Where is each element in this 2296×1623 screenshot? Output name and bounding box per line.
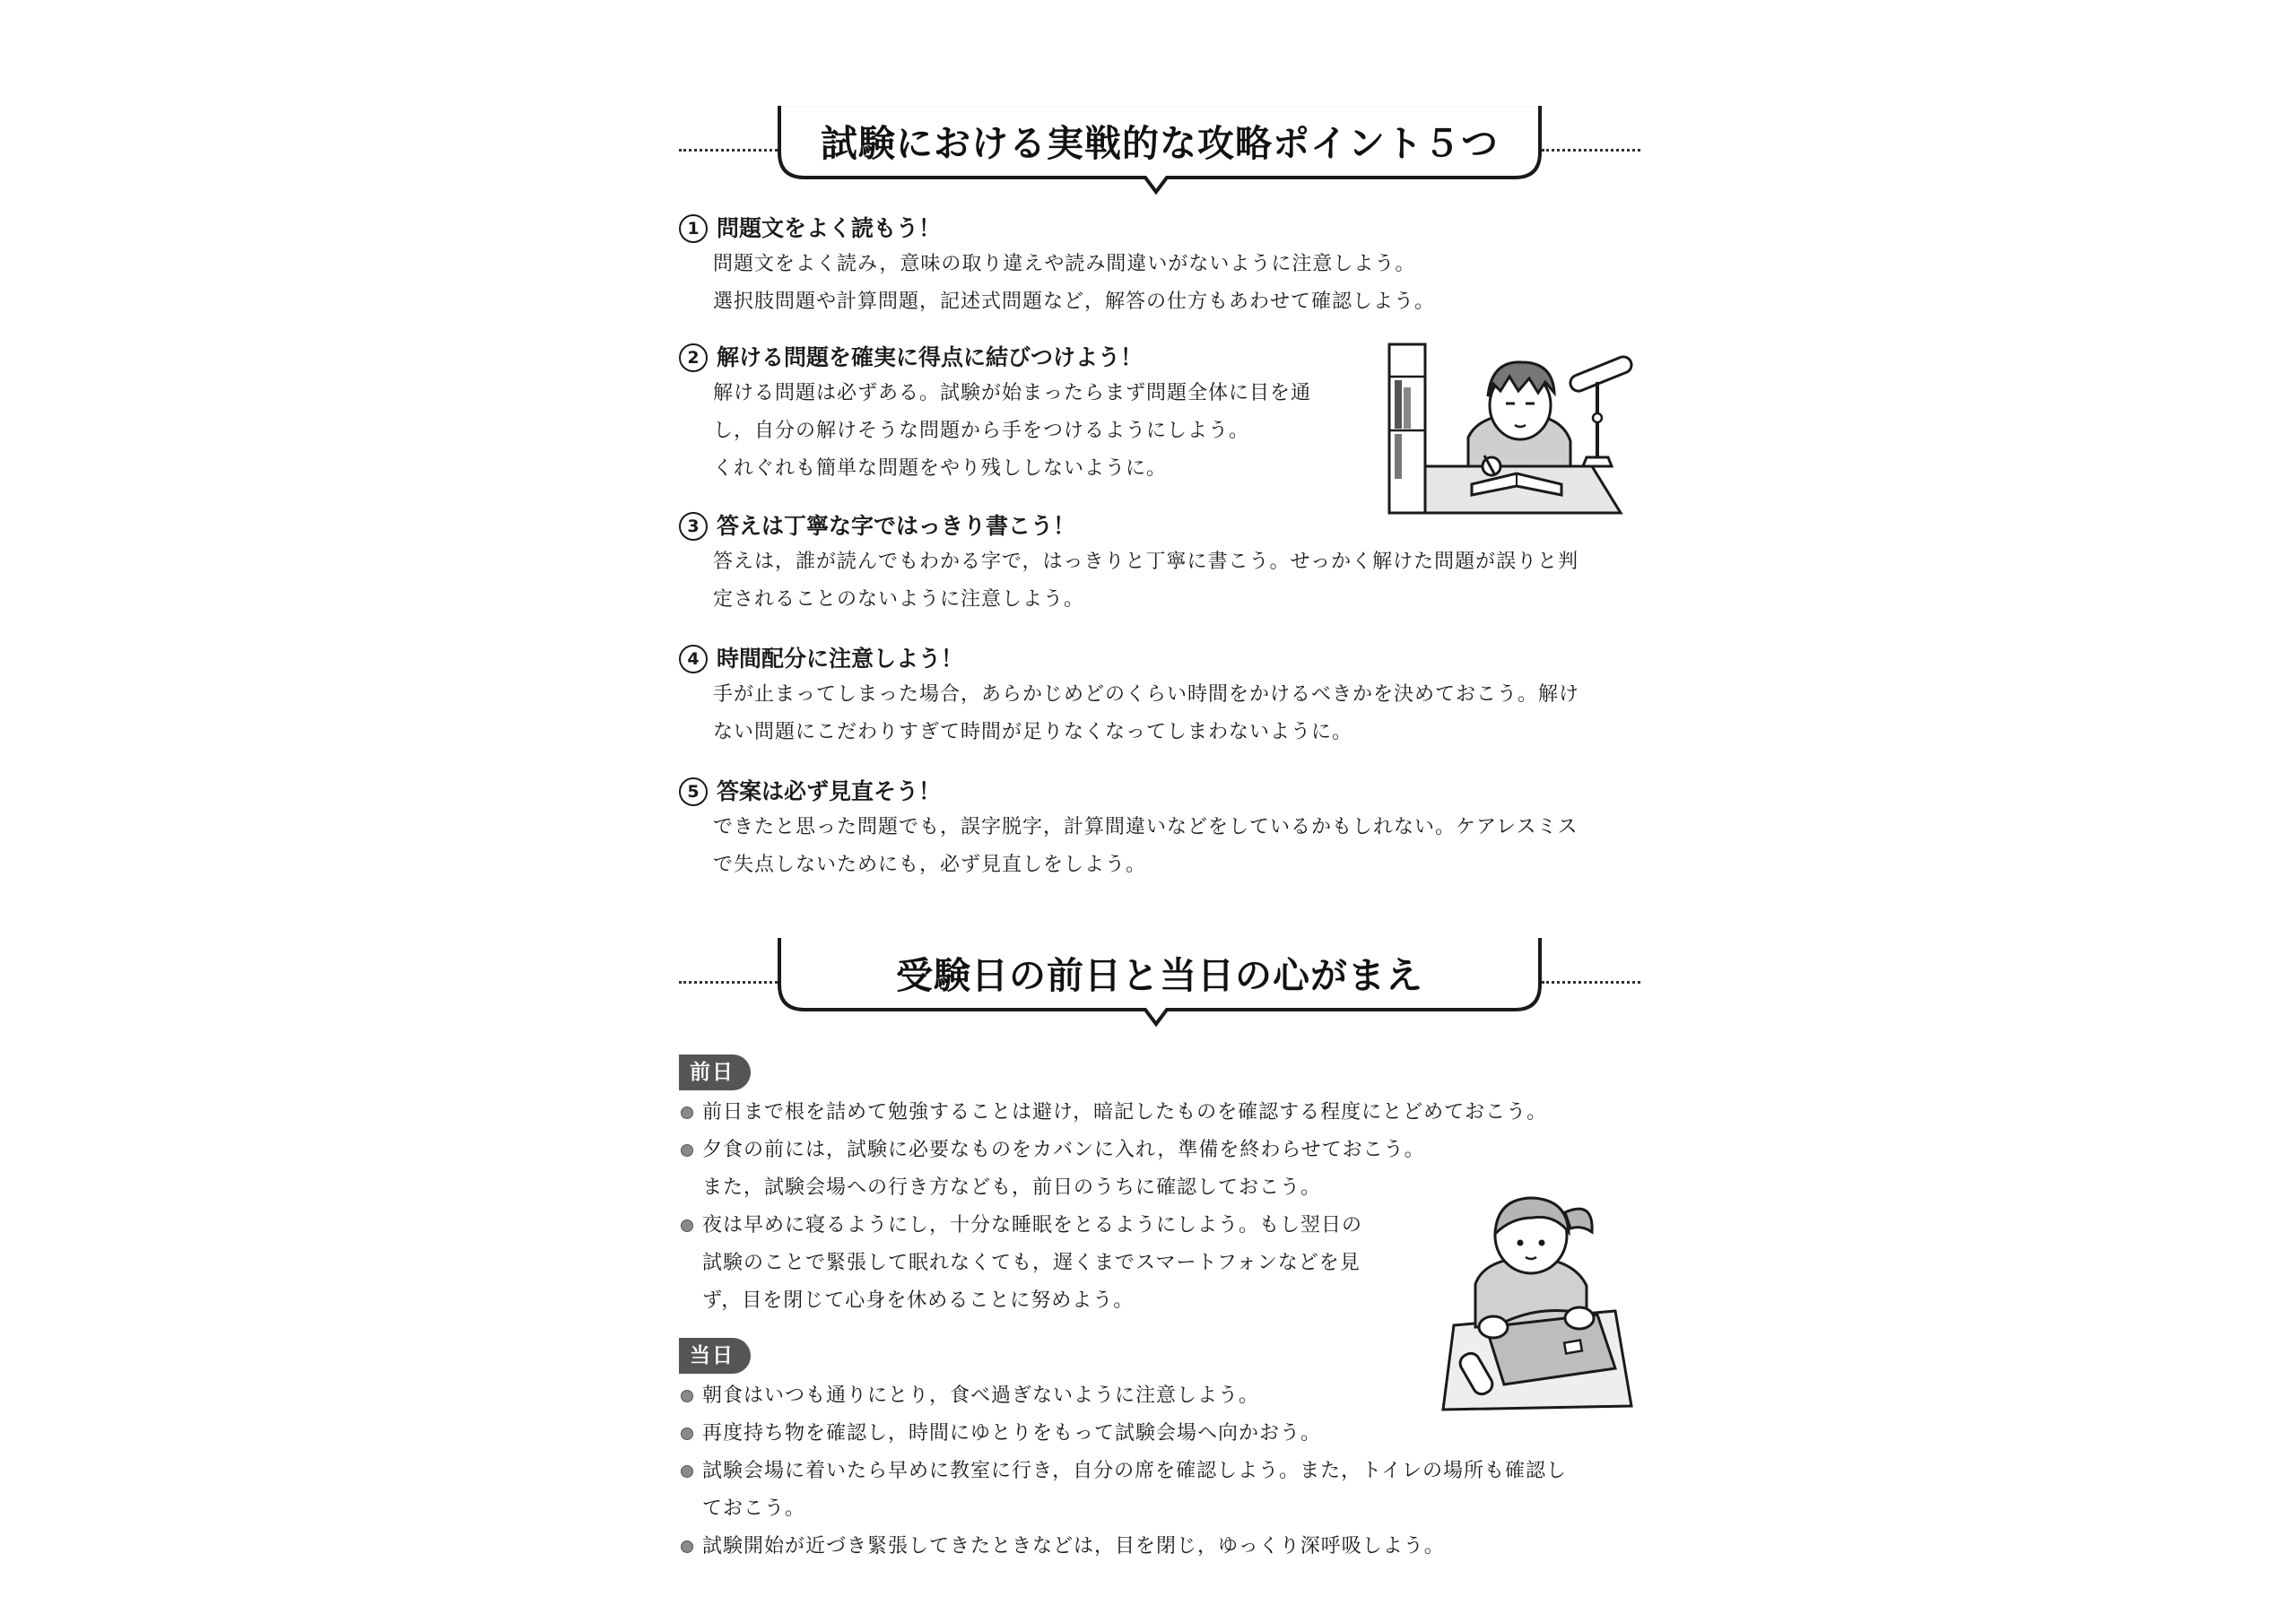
point-heading-2	[679, 341, 1311, 375]
circled-number: 3	[679, 512, 708, 541]
point-heading-5	[679, 775, 1578, 809]
section1-title: 試験における実戦的な攻略ポイント５つ	[821, 122, 1499, 165]
bullet-line: 試験開始が近づき緊張してきたときなどは，目を閉じ，ゆっくり深呼吸しよう。	[702, 1535, 1445, 1558]
exam-day-tag: 当日	[679, 1338, 751, 1374]
bullet-dot	[681, 1428, 693, 1440]
point-heading-text: 解ける問題を確実に得点に結びつけよう！	[717, 344, 1144, 370]
section2-title: 受験日の前日と当日の心がまえ	[896, 954, 1423, 997]
body-line: 定されることのないように注意しよう。	[713, 588, 1085, 611]
list-item	[679, 1207, 1547, 1320]
point-heading-text: 答えは丁寧な字ではっきり書こう！	[717, 513, 1076, 539]
list-item	[679, 1377, 1567, 1415]
circled-number: 2	[679, 343, 708, 372]
bullet-dot	[681, 1541, 693, 1553]
exam-day-list	[679, 1377, 1567, 1566]
body-line: 答えは，誰が読んでもわかる字で，はっきりと丁寧に書こう。せっかく解けた問題が誤りと判	[713, 551, 1579, 573]
bullet-line: 朝食はいつも通りにとり，食べ過ぎないように注意しよう。	[702, 1384, 1260, 1407]
point-heading-text: 問題文をよく読もう！	[717, 215, 942, 241]
list-item	[679, 1453, 1567, 1528]
dotted-rule-left	[679, 981, 778, 984]
point-item-1	[679, 212, 1435, 321]
point-heading-4	[679, 642, 1579, 676]
circled-number: 4	[679, 645, 708, 673]
dotted-rule-left	[679, 149, 778, 152]
bullet-dot	[681, 1219, 693, 1232]
list-item	[679, 1094, 1547, 1132]
point-item-2	[679, 341, 1311, 488]
point-heading-1	[679, 212, 1435, 246]
bullet-line: 試験のことで緊張して眠れなくても，遅くまでスマートフォンなどを見	[702, 1252, 1361, 1274]
list-item	[679, 1132, 1547, 1207]
bullet-dot	[681, 1107, 693, 1119]
day-before-list	[679, 1094, 1547, 1320]
page	[679, 106, 1640, 1576]
bullet-line: 再度持ち物を確認し，時間にゆとりをもって試験会場へ向かおう。	[702, 1422, 1322, 1445]
bullet-dot	[681, 1465, 693, 1478]
body-line: 解ける問題は必ずある。試験が始まったらまず問題全体に目を通	[713, 382, 1312, 404]
body-line: ない問題にこだわりすぎて時間が足りなくなってしまわないように。	[713, 721, 1353, 743]
dotted-rule-right	[1542, 149, 1640, 152]
bullet-line: また，試験会場への行き方なども，前日のうちに確認しておこう。	[702, 1176, 1322, 1199]
body-line: 手が止まってしまった場合，あらかじめどのくらい時間をかけるべきかを決めておこう。解け	[713, 683, 1580, 706]
body-line: できたと思った問題でも，誤字脱字，計算間違いなどをしているかもしれない。ケアレスミス	[713, 816, 1578, 838]
point-body-5	[713, 809, 1578, 884]
dotted-rule-right	[1542, 981, 1640, 984]
body-line: くれぐれも簡単な問題をやり残ししないように。	[713, 457, 1168, 480]
day-before-tag: 前日	[679, 1055, 751, 1090]
bullet-dot	[681, 1390, 693, 1402]
circled-number: 5	[679, 777, 708, 806]
list-item	[679, 1528, 1567, 1566]
student-studying-illustration	[1386, 341, 1641, 518]
bullet-line: 試験会場に着いたら早めに教室に行き，自分の席を確認しよう。また，トイレの場所も確認し	[702, 1460, 1568, 1482]
point-body-4	[713, 676, 1579, 751]
section1-banner	[679, 106, 1640, 187]
list-item	[679, 1415, 1567, 1453]
body-line: 問題文をよく読み，意味の取り違えや読み間違いがないように注意しよう。	[713, 253, 1416, 275]
bullet-line: ず，目を閉じて心身を休めることに努めよう。	[702, 1289, 1135, 1312]
body-line: で失点しないためにも，必ず見直しをしよう。	[713, 854, 1147, 876]
bullet-line: 夕食の前には，試験に必要なものをカバンに入れ，準備を終わらせておこう。	[702, 1139, 1425, 1161]
bullet-line: 前日まで根を詰めて勉強することは避け，暗記したものを確認する程度にとどめておこう。	[702, 1101, 1548, 1124]
point-item-5	[679, 775, 1578, 884]
body-line: 選択肢問題や計算問題，記述式問題など，解答の仕方もあわせて確認しよう。	[713, 291, 1436, 313]
point-heading-3	[679, 509, 1578, 543]
bullet-line: ておこう。	[702, 1497, 806, 1520]
point-item-3	[679, 509, 1578, 619]
bullet-line: 夜は早めに寝るようにし，十分な睡眠をとるようにしよう。もし翌日の	[702, 1214, 1363, 1237]
point-heading-text: 時間配分に注意しよう！	[717, 646, 964, 672]
section2-banner	[679, 938, 1640, 1019]
body-line: し，自分の解けそうな問題から手をつけるようにしよう。	[713, 420, 1250, 442]
point-heading-text: 答案は必ず見直そう！	[717, 778, 942, 804]
circled-number: 1	[679, 214, 708, 243]
bullet-dot	[681, 1144, 693, 1157]
point-body-2	[713, 375, 1311, 488]
point-body-3	[713, 543, 1578, 619]
point-body-1	[713, 246, 1435, 321]
point-item-4	[679, 642, 1579, 751]
